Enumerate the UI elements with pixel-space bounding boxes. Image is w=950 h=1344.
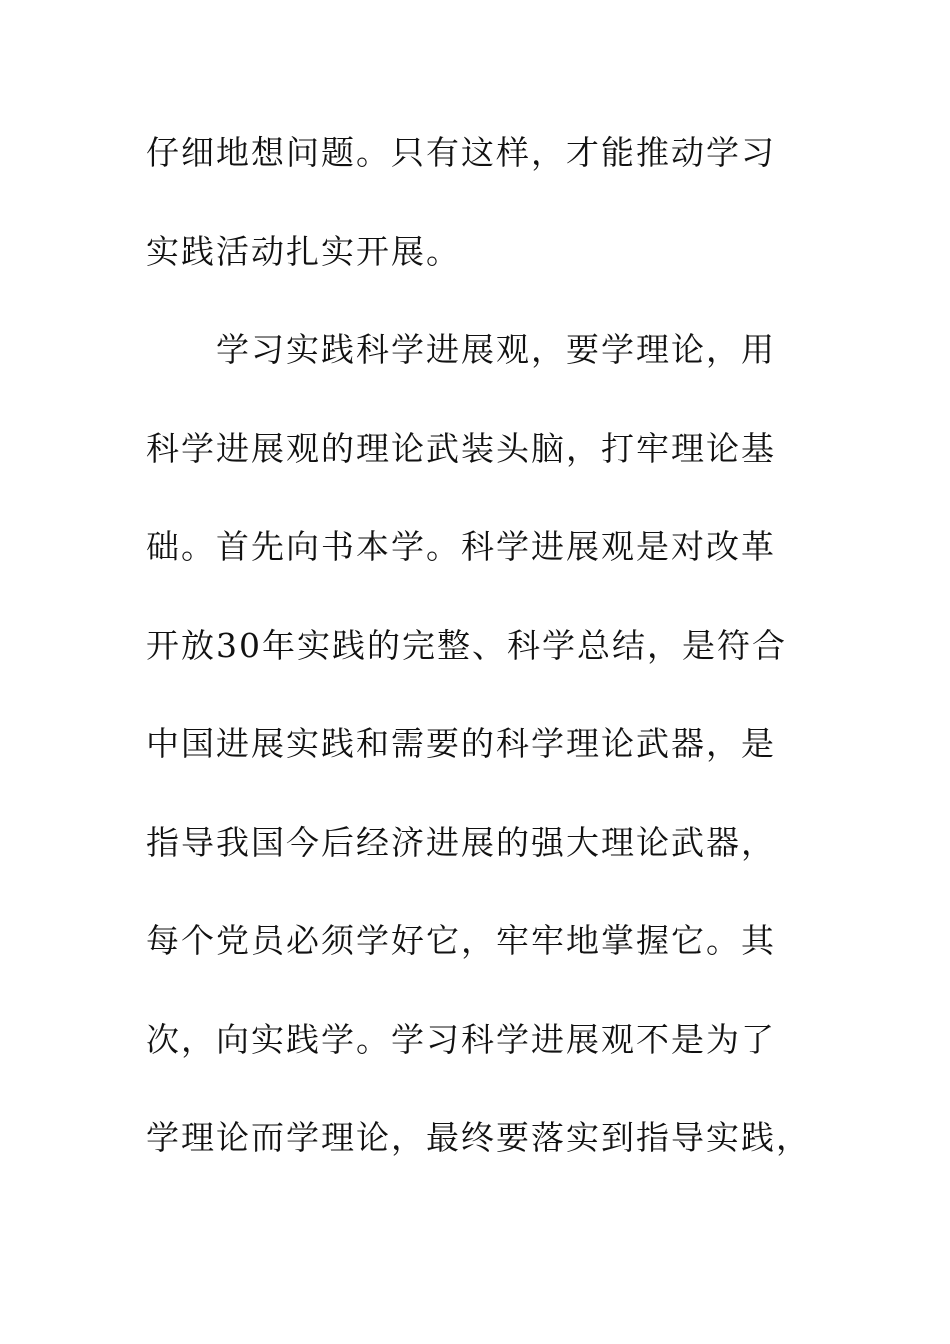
paragraph-2-line-8: 次，向实践学。学习科学进展观不是为了: [146, 1019, 776, 1059]
paragraph-2-line-5: 中国进展实践和需要的科学理论武器，是: [146, 724, 776, 763]
paragraph-2-line-7: 每个党员必须学好它，牢牢地掌握它。其: [146, 921, 776, 960]
paragraph-2-line-4: 开放30年实践的完整、科学总结，是符合: [146, 625, 787, 665]
paragraph-2-line-2: 科学进展观的理论武装头脑，打牢理论基: [146, 428, 776, 468]
paragraph-2-line-1: 学习实践科学进展观，要学理论，用: [216, 330, 776, 369]
document-body: [146, 120, 811, 1204]
paragraph-1-line-1: 仔细地想问题。只有这样，才能推动学习: [146, 133, 776, 172]
paragraph-2-line-9: 学理论而学理论，最终要落实到指导实践，: [146, 1118, 811, 1157]
paragraph-2-line-3: 础。首先向书本学。科学进展观是对改革: [146, 527, 776, 566]
paragraph-1-line-2: 实践活动扎实开展。: [146, 231, 461, 271]
paragraph-2-line-6: 指导我国今后经济进展的强大理论武器，: [146, 822, 776, 862]
